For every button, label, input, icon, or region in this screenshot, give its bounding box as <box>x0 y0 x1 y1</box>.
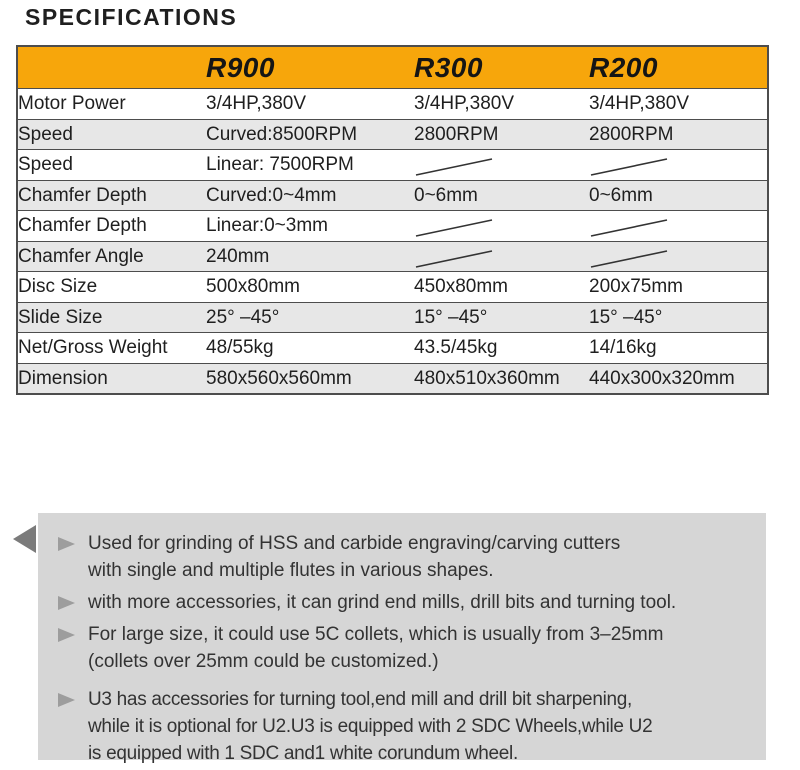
notes-panel <box>38 513 766 764</box>
column-header: R300 <box>414 46 589 89</box>
row-label: Motor Power <box>17 89 206 120</box>
na-cell <box>414 150 589 181</box>
value-cell: 2800RPM <box>589 119 768 150</box>
table-row <box>17 119 768 150</box>
value-cell: 450x80mm <box>414 272 589 303</box>
spec-table <box>16 45 769 395</box>
value-cell: 200x75mm <box>589 272 768 303</box>
value-cell: 3/4HP,380V <box>589 89 768 120</box>
table-row <box>17 302 768 333</box>
note-text <box>88 589 676 616</box>
table-row <box>17 333 768 364</box>
row-label: Speed <box>17 150 206 181</box>
column-header: R900 <box>206 46 414 89</box>
table-row <box>17 150 768 181</box>
value-cell: 440x300x320mm <box>589 363 768 394</box>
table-row <box>17 272 768 303</box>
note-line: is equipped with 1 SDC and1 white corundum wheel. <box>88 743 518 764</box>
table-row <box>17 241 768 272</box>
left-triangle-icon <box>13 525 36 553</box>
note-item <box>58 686 766 767</box>
row-label: Slide Size <box>17 302 206 333</box>
note-text <box>88 530 620 584</box>
value-cell: 3/4HP,380V <box>206 89 414 120</box>
value-cell: 15° –45° <box>589 302 768 333</box>
row-label: Disc Size <box>17 272 206 303</box>
value-cell: 0~6mm <box>414 180 589 211</box>
right-triangle-bullet-icon <box>58 628 75 642</box>
note-item <box>58 621 766 675</box>
value-cell: Curved:8500RPM <box>206 119 414 150</box>
note-line: with more accessories, it can grind end mills, drill bits and turning tool. <box>88 592 677 613</box>
value-cell: 25° –45° <box>206 302 414 333</box>
table-row <box>17 89 768 120</box>
na-cell <box>414 241 589 272</box>
na-slash-icon <box>414 218 494 238</box>
value-cell: Linear: 7500RPM <box>206 150 414 181</box>
na-slash-icon <box>589 249 669 269</box>
note-line: with single and multiple flutes in various shapes. <box>88 560 494 581</box>
column-header <box>17 46 206 89</box>
column-header: R200 <box>589 46 768 89</box>
na-slash-icon <box>589 218 669 238</box>
na-cell <box>589 211 768 242</box>
value-cell: 580x560x560mm <box>206 363 414 394</box>
value-cell: 0~6mm <box>589 180 768 211</box>
note-line: Used for grinding of HSS and carbide engraving/carving cutters <box>88 533 621 554</box>
value-cell: 240mm <box>206 241 414 272</box>
na-cell <box>589 150 768 181</box>
row-label: Dimension <box>17 363 206 394</box>
note-text <box>88 621 664 675</box>
note-item <box>58 530 766 584</box>
value-cell: 48/55kg <box>206 333 414 364</box>
na-slash-icon <box>414 249 494 269</box>
row-label: Net/Gross Weight <box>17 333 206 364</box>
note-item <box>58 589 766 616</box>
note-line: For large size, it could use 5C collets, which is usually from 3–25mm <box>88 624 664 645</box>
value-cell: 14/16kg <box>589 333 768 364</box>
value-cell: 480x510x360mm <box>414 363 589 394</box>
page-title: SPECIFICATIONS <box>25 4 238 30</box>
table-row <box>17 363 768 394</box>
right-triangle-bullet-icon <box>58 596 75 610</box>
row-label: Chamfer Angle <box>17 241 206 272</box>
row-label: Speed <box>17 119 206 150</box>
value-cell: 3/4HP,380V <box>414 89 589 120</box>
value-cell: 15° –45° <box>414 302 589 333</box>
right-triangle-bullet-icon <box>58 537 75 551</box>
spec-table-body <box>17 89 768 395</box>
table-row <box>17 180 768 211</box>
value-cell: 500x80mm <box>206 272 414 303</box>
table-row <box>17 211 768 242</box>
na-slash-icon <box>589 157 669 177</box>
value-cell: 43.5/45kg <box>414 333 589 364</box>
note-text <box>88 686 652 767</box>
value-cell: Curved:0~4mm <box>206 180 414 211</box>
note-line: while it is optional for U2.U3 is equipped with 2 SDC Wheels,while U2 <box>88 716 653 737</box>
value-cell: Linear:0~3mm <box>206 211 414 242</box>
na-cell <box>589 241 768 272</box>
row-label: Chamfer Depth <box>17 180 206 211</box>
value-cell: 2800RPM <box>414 119 589 150</box>
note-line: (collets over 25mm could be customized.) <box>88 651 439 672</box>
right-triangle-bullet-icon <box>58 693 75 707</box>
na-cell <box>414 211 589 242</box>
na-slash-icon <box>414 157 494 177</box>
row-label: Chamfer Depth <box>17 211 206 242</box>
note-line: U3 has accessories for turning tool,end mill and drill bit sharpening, <box>88 689 633 710</box>
header-row <box>17 46 768 89</box>
